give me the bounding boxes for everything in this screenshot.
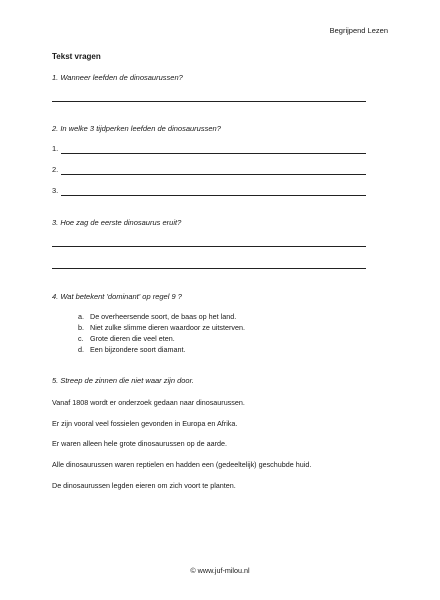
answer-line-q2-2[interactable]: [52, 165, 58, 174]
statement-1[interactable]: Vanaf 1808 wordt er onderzoek gedaan naar dinosaurussen.: [52, 398, 245, 407]
line-number: 1.: [52, 144, 59, 153]
question-2: 2. In welke 3 tijdperken leefden de dinosaurussen?: [52, 124, 221, 133]
answer-line-q3-2[interactable]: [52, 268, 366, 269]
line-number: 3.: [52, 186, 59, 195]
statement-2[interactable]: Er zijn vooral veel fossielen gevonden in Europa en Afrika.: [52, 419, 238, 428]
question-3: 3. Hoe zag de eerste dinosaurus eruit?: [52, 218, 182, 227]
option-letter: d.: [78, 345, 84, 354]
question-4: 4. Wat betekent 'dominant' op regel 9 ?: [52, 292, 182, 301]
answer-line-q1[interactable]: [52, 101, 366, 102]
answer-line-q3-1[interactable]: [52, 246, 366, 247]
answer-line-q2-1[interactable]: [52, 144, 58, 153]
option-letter: b.: [78, 323, 84, 332]
option-a[interactable]: [78, 311, 245, 322]
option-c[interactable]: [78, 333, 245, 344]
question-5: 5. Streep de zinnen die niet waar zijn door.: [52, 376, 194, 385]
option-letter: a.: [78, 312, 84, 321]
option-letter: c.: [78, 334, 84, 343]
option-text: Een bijzondere soort diamant.: [90, 345, 186, 354]
statement-3[interactable]: Er waren alleen hele grote dinosaurussen op de aarde.: [52, 439, 228, 448]
footer-copyright: © www.juf-milou.nl: [190, 566, 250, 575]
option-d[interactable]: [78, 344, 245, 355]
option-text: Grote dieren die veel eten.: [90, 334, 175, 343]
option-text: Niet zulke slimme dieren waardoor ze uitsterven.: [90, 323, 245, 332]
section-title: Tekst vragen: [52, 52, 101, 61]
statement-5[interactable]: De dinosaurussen legden eieren om zich voort te planten.: [52, 481, 236, 490]
line-number: 2.: [52, 165, 59, 174]
statement-4[interactable]: Alle dinosaurussen waren reptielen en hadden een (gedeeltelijk) geschubde huid.: [52, 460, 312, 469]
question-1: 1. Wanneer leefden de dinosaurussen?: [52, 73, 183, 82]
header-subject: Begrijpend Lezen: [329, 26, 388, 35]
answer-line-q2-3[interactable]: [52, 186, 58, 195]
option-text: De overheersende soort, de baas op het land.: [90, 312, 237, 321]
options-list: [78, 311, 245, 355]
option-b[interactable]: [78, 322, 245, 333]
